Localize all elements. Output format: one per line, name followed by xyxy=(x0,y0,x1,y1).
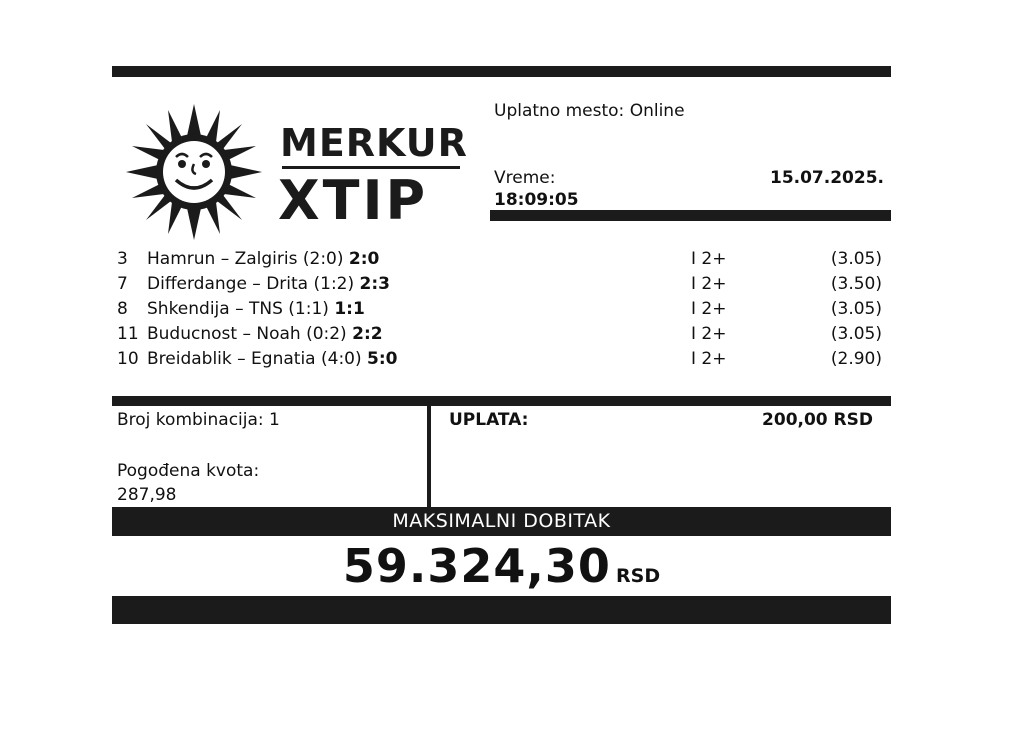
bet-match-name: Hamrun – Zalgiris (2:0) xyxy=(147,249,344,269)
winnings-currency: RSD xyxy=(616,565,661,587)
merkur-xtip-logo xyxy=(124,102,468,242)
bottom-bar xyxy=(112,596,891,624)
bet-match-name: Shkendija – TNS (1:1) xyxy=(147,299,329,319)
bet-odd: (3.05) xyxy=(830,324,882,344)
winnings-amount: 59.324,30 xyxy=(342,539,611,593)
payment-place: Uplatno mesto: Online xyxy=(494,101,685,121)
bet-odd: (3.05) xyxy=(830,249,882,269)
bet-odd: (3.50) xyxy=(830,274,882,294)
logo-xtip-text: XTIP xyxy=(278,169,429,232)
bet-pick: I 2+ xyxy=(691,299,727,319)
bet-row xyxy=(117,322,882,347)
time-value: 18:09:05 xyxy=(494,190,579,210)
payment-value: 200,00 RSD xyxy=(762,410,873,430)
bet-number: 8 xyxy=(117,299,128,319)
bet-number: 3 xyxy=(117,249,128,269)
bet-row xyxy=(117,347,882,372)
summary-column-divider xyxy=(427,396,431,508)
bet-match xyxy=(147,272,390,297)
bet-score: 2:3 xyxy=(359,274,391,294)
bet-match xyxy=(147,347,398,372)
bet-pick: I 2+ xyxy=(691,274,727,294)
bet-match-name: Differdange – Drita (1:2) xyxy=(147,274,355,294)
logo-merkur-text: MERKUR xyxy=(280,121,468,165)
bet-score: 2:2 xyxy=(352,324,383,344)
bet-match-name: Breidablik – Egnatia (4:0) xyxy=(147,349,362,369)
combination-count: Broj kombinacija: 1 xyxy=(117,410,280,430)
bet-odd: (3.05) xyxy=(830,299,882,319)
bet-row xyxy=(117,247,882,272)
quota-label: Pogođena kvota: xyxy=(117,461,260,481)
time-label: Vreme: xyxy=(494,168,556,188)
bet-match xyxy=(147,247,379,272)
bet-odd: (2.90) xyxy=(830,349,882,369)
bet-pick: I 2+ xyxy=(691,349,727,369)
max-winnings-band xyxy=(112,507,891,536)
max-winnings-label: MAKSIMALNI DOBITAK xyxy=(392,510,611,532)
max-winnings-amount xyxy=(112,536,891,596)
bet-match-name: Buducnost – Noah (0:2) xyxy=(147,324,347,344)
bet-number: 10 xyxy=(117,349,139,369)
bet-row xyxy=(117,297,882,322)
bet-number: 11 xyxy=(117,324,139,344)
header-underline xyxy=(490,210,891,221)
bet-match xyxy=(147,297,365,322)
bet-row xyxy=(117,272,882,297)
bet-score: 2:0 xyxy=(348,249,380,269)
bet-score: 5:0 xyxy=(367,349,398,369)
bet-score: 1:1 xyxy=(334,299,365,319)
bet-pick: I 2+ xyxy=(691,324,727,344)
bet-pick: I 2+ xyxy=(691,249,727,269)
bet-match xyxy=(147,322,383,347)
bet-number: 7 xyxy=(117,274,128,294)
top-bar xyxy=(112,66,891,77)
summary-top-bar xyxy=(112,396,891,406)
quota-value: 287,98 xyxy=(117,485,177,505)
payment-label: UPLATA: xyxy=(449,410,529,430)
date-value: 15.07.2025. xyxy=(769,168,884,188)
sun-icon xyxy=(124,102,264,242)
